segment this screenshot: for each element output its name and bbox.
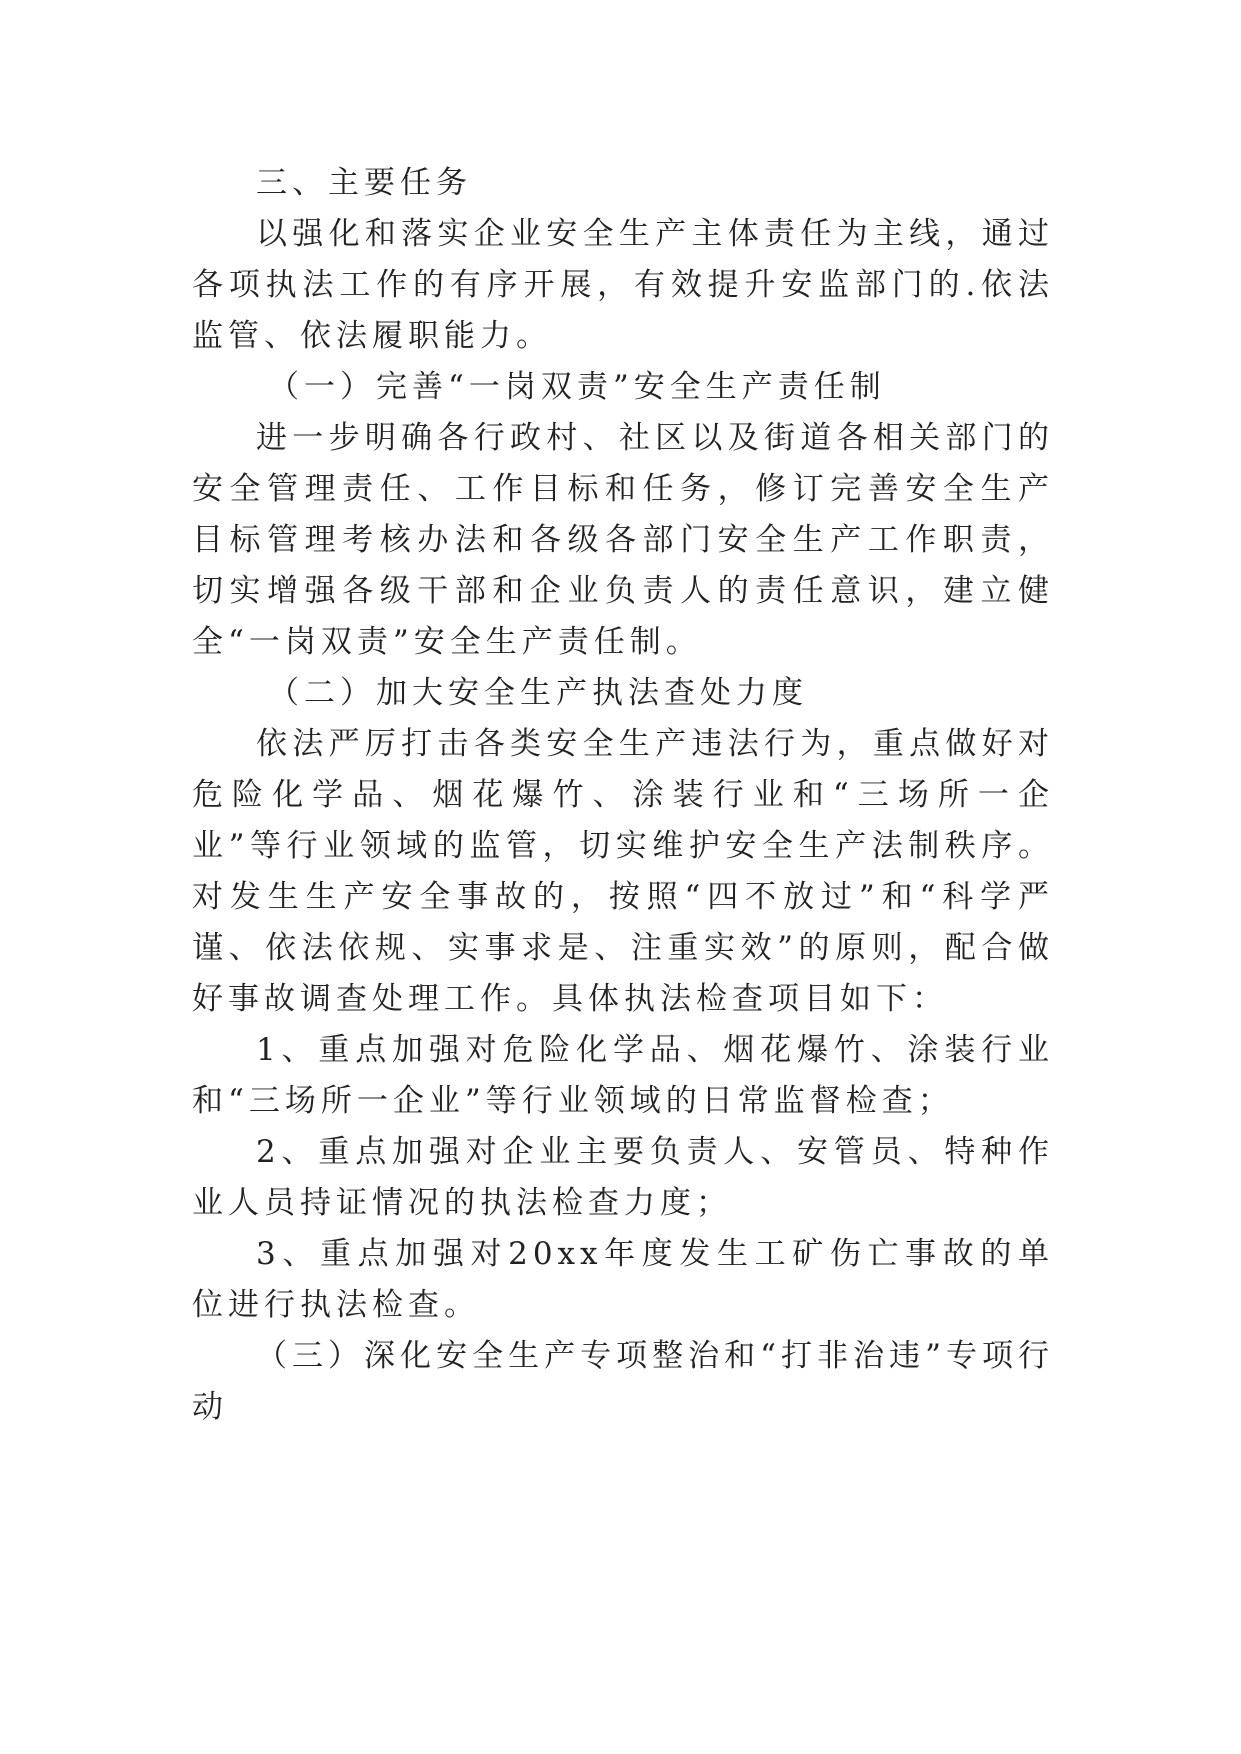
subsection-2-paragraph: 依法严厉打击各类安全生产违法行为，重点做好对危险化学品、烟花爆竹、涂装行业和“三场所一企业”等行业领域的监管，切实维护安全生产法制秩序。对发生生产安全事故的，按照“四不放过”和“科学严谨、依法依规、实事求是、注重实效”的原则，配合做好事故调查处理工作。具体执法检查项目如下： (192, 726, 1054, 1017)
section-heading-main-tasks: 三、主要任务 (256, 165, 472, 201)
subsection-1-paragraph: 进一步明确各行政村、社区以及街道各相关部门的安全管理责任、工作目标和任务，修订完善安全生产目标管理考核办法和各级各部门安全生产工作职责，切实增强各级干部和企业负责人的责任意识，建立健全“一岗双责”安全生产责任制。 (192, 420, 1054, 660)
subsection-heading-1: （一）完善“一岗双责”安全生产责任制 (268, 369, 886, 405)
intro-paragraph: 以强化和落实企业安全生产主体责任为主线，通过各项执法工作的有序开展，有效提升安监部门的.依法监管、依法履职能力。 (192, 216, 1054, 354)
subsection-heading-3: （三）深化安全生产专项整治和“打非治违”专项行动 (192, 1338, 1054, 1425)
list-item-1: 1、重点加强对危险化学品、烟花爆竹、涂装行业和“三场所一企业”等行业领域的日常监督检查； (192, 1032, 1054, 1119)
list-item-2: 2、重点加强对企业主要负责人、安管员、特种作业人员持证情况的执法检查力度； (192, 1134, 1054, 1221)
subsection-heading-2: （二）加大安全生产执法查处力度 (268, 675, 808, 711)
list-item-3: 3、重点加强对20xx年度发生工矿伤亡事故的单位进行执法检查。 (192, 1236, 1054, 1323)
document-body (192, 158, 1054, 1433)
